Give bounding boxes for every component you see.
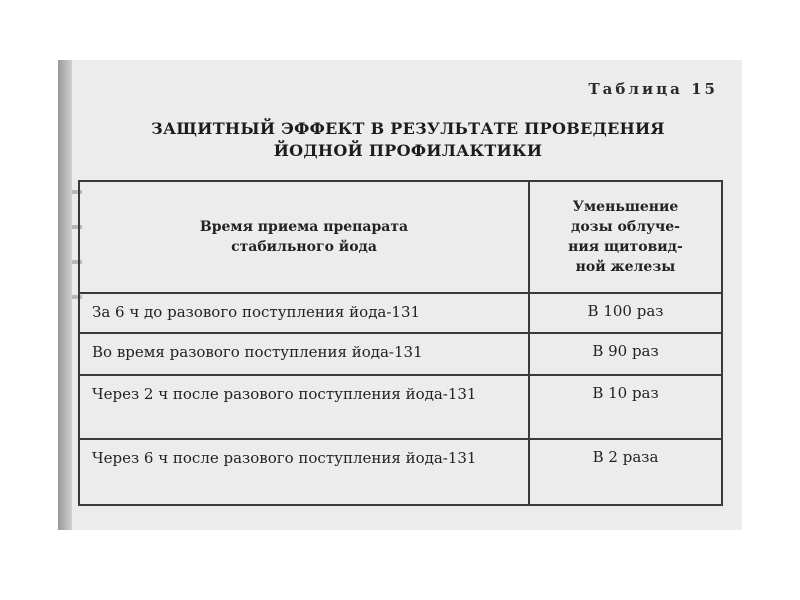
cell-intake-time: Через 2 ч после разового поступления йода-131 <box>79 375 529 439</box>
table-row <box>79 439 722 505</box>
header-dose-line: дозы облуче- <box>571 219 680 235</box>
header-dose-line: ния щитовид- <box>568 239 683 255</box>
cell-dose-reduction: В 100 раз <box>529 293 722 333</box>
header-time-line: стабильного йода <box>231 239 377 255</box>
cell-dose-reduction: В 90 раз <box>529 333 722 375</box>
header-dose-line: Уменьшение <box>572 199 679 215</box>
title-line-2: ЙОДНОЙ ПРОФИЛАКТИКИ <box>273 141 543 160</box>
header-time-line: Время приема препарата <box>199 219 409 235</box>
table-row <box>79 333 722 375</box>
cell-intake-time: Во время разового поступления йода-131 <box>79 333 529 375</box>
iodine-prophylaxis-table <box>78 180 723 506</box>
header-dose-line: ной железы <box>575 259 676 275</box>
table-header-row <box>79 181 722 293</box>
table-title <box>98 118 718 162</box>
table-caption: Таблица 15 <box>588 80 718 98</box>
cell-dose-reduction: В 2 раза <box>529 439 722 505</box>
table-row <box>79 293 722 333</box>
header-time <box>79 181 529 293</box>
page-gutter-shadow <box>58 60 72 530</box>
cell-dose-reduction: В 10 раз <box>529 375 722 439</box>
table-row <box>79 375 722 439</box>
cell-intake-time: Через 6 ч после разового поступления йода-131 <box>79 439 529 505</box>
cell-intake-time: За 6 ч до разового поступления йода-131 <box>79 293 529 333</box>
scanned-book-page <box>58 60 742 530</box>
header-dose-reduction <box>529 181 722 293</box>
title-line-1: ЗАЩИТНЫЙ ЭФФЕКТ В РЕЗУЛЬТАТЕ ПРОВЕДЕНИЯ <box>151 119 665 138</box>
